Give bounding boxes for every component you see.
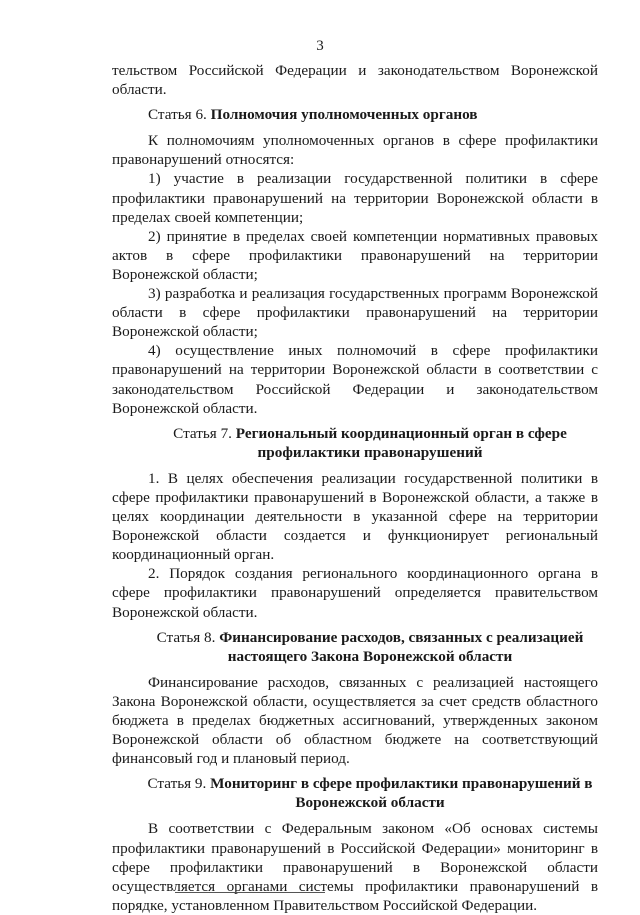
paragraph: 1) участие в реализации государственной политики в сфере профилактики правонарушений на территории Воронежской области в пределах своей компетенции; — [112, 170, 598, 226]
article-title: Полномочия уполномоченных органов — [210, 106, 478, 124]
paragraph: 3) разработка и реализация государственных программ Воронежской области в сфере профилактики правонарушений на территории Воронежской области; — [112, 285, 598, 341]
paragraph: 1. В целях обеспечения реализации государственной политики в сфере профилактики правонарушений в Воронежской области, а также в целях координации деятельности в указанной сфере на территории Воронежской области создается и функционирует региональный координационный орган. — [112, 469, 598, 564]
article-label: Статья 8. — [156, 628, 216, 646]
paragraph: 2) принятие в пределах своей компетенции нормативных правовых актов в сфере профилактики правонарушений на территории Воронежской области; — [112, 227, 598, 283]
article-heading — [112, 774, 598, 812]
article-heading — [112, 628, 598, 666]
footer-rule — [175, 892, 325, 893]
paragraph: К полномочиям уполномоченных органов в сфере профилактики правонарушений относятся: — [112, 132, 598, 169]
article-label: Статья 9. — [147, 775, 207, 793]
paragraph: 4) осуществление иных полномочий в сфере профилактики правонарушений на территории Воронежской области в соответствии с законодательством Российской Федерации и законодательством Воронежской области. — [112, 342, 598, 417]
article-label: Статья 6. — [148, 106, 207, 124]
paragraph: В соответствии с Федеральным законом «Об основах системы профилактики правонарушений в Российской Федерации» мониторинг в сфере профилактики правонарушений в Воронежской области осуществляется органами системы профилактики правонарушений в порядке, установленном Правительством Российской Федерации. — [112, 820, 598, 914]
article-title: Региональный координационный орган в сфере профилактики правонарушений — [235, 424, 567, 461]
article-heading — [112, 105, 598, 124]
paragraph: 2. Порядок создания регионального координационного органа в сфере профилактики правонарушений определяется правительством Воронежской области. — [112, 565, 598, 621]
paragraph: тельством Российской Федерации и законодательством Воронежской области. — [112, 62, 598, 99]
paragraph: Финансирование расходов, связанных с реализацией настоящего Закона Воронежской области, осуществляется за счет средств областного бюджета в пределах бюджетных ассигнований, утвержденных законом Воронежской области об областном бюджете на соответствующий финансовый год и плановый период. — [112, 673, 598, 768]
article-heading — [112, 424, 598, 462]
article-title: Финансирование расходов, связанных с реализацией настоящего Закона Воронежской области — [219, 628, 584, 665]
document-body — [112, 61, 598, 915]
page-number: 3 — [316, 38, 324, 54]
article-title: Мониторинг в сфере профилактики правонарушений в Воронежской области — [210, 775, 593, 812]
article-label: Статья 7. — [173, 424, 232, 442]
